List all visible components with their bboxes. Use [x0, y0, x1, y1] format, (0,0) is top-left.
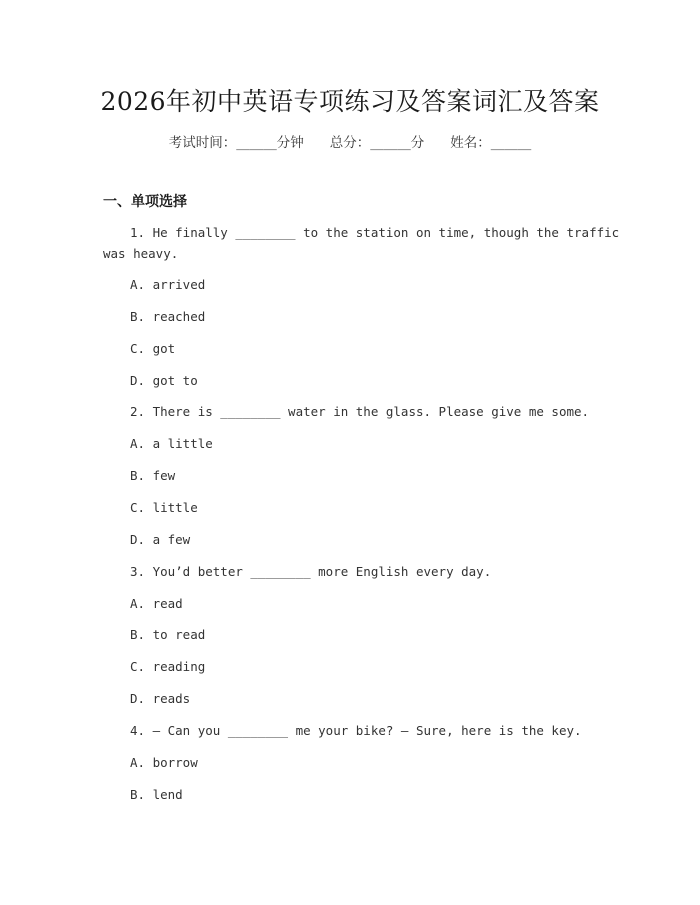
question-4-option-a: A. borrow	[130, 755, 198, 770]
question-1-option-a: A. arrived	[130, 277, 206, 292]
question-3-option-b: B. to read	[130, 627, 206, 642]
question-2-text: 2. There is ________ water in the glass. Please give me some.	[130, 404, 590, 419]
question-2-option-d: D. a few	[130, 532, 191, 547]
exam-meta	[0, 131, 700, 151]
question-1-text-continued: was heavy.	[103, 246, 179, 261]
question-2-option-a: A. a little	[130, 436, 213, 451]
question-3-option-c: C. reading	[130, 659, 206, 674]
question-3-option-a: A. read	[130, 596, 183, 611]
question-3-text: 3. You’d better ________ more English every day.	[130, 564, 492, 579]
question-1-option-b: B. reached	[130, 309, 206, 324]
question-1-text: 1. He finally ________ to the station on time, though the traffic	[130, 225, 620, 240]
question-4-option-b: B. lend	[130, 787, 183, 802]
question-2-option-b: B. few	[130, 468, 176, 483]
section-heading: 一、单项选择	[103, 194, 187, 210]
name-label: 姓名：______	[450, 135, 532, 151]
question-1-option-d: D. got to	[130, 373, 198, 388]
question-2-option-c: C. little	[130, 500, 198, 515]
document-title: 2026年初中英语专项练习及答案词汇及答案	[100, 87, 600, 116]
total-score-label: 总分：______分	[329, 135, 425, 151]
question-1-option-c: C. got	[130, 341, 176, 356]
question-3-option-d: D. reads	[130, 691, 191, 706]
question-4-text: 4. — Can you ________ me your bike? — Sure, here is the key.	[130, 723, 582, 738]
exam-time-label: 考试时间：______分钟	[168, 135, 304, 151]
